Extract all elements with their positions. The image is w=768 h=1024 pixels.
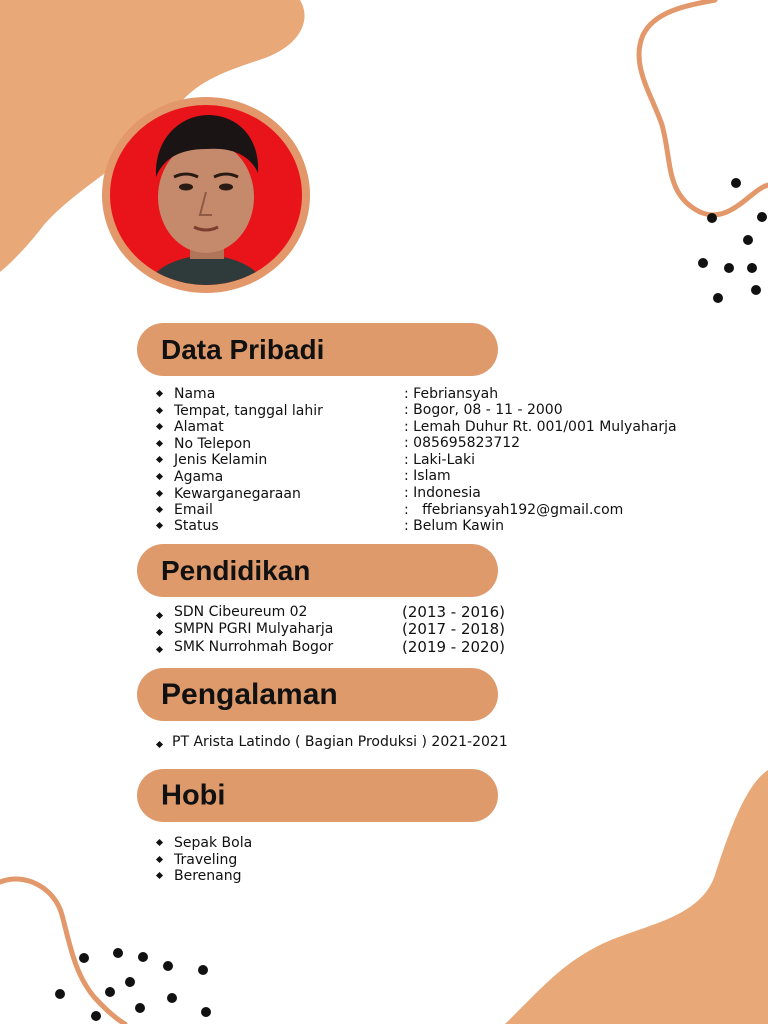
section-title: Data Pribadi — [161, 333, 325, 365]
field-value: : Bogor, 08 - 11 - 2000 — [404, 402, 563, 418]
bullet-icon — [156, 856, 163, 863]
experience-text: PT Arista Latindo ( Bagian Produksi ) 2021-2021 — [172, 734, 508, 750]
bullet-icon — [156, 646, 163, 653]
bullet-icon — [156, 839, 163, 846]
school-name: SMK Nurrohmah Bogor — [174, 639, 334, 655]
section-title: Pengalaman — [161, 677, 338, 711]
bullet-icon — [156, 473, 163, 480]
field-label: No Telepon — [174, 436, 252, 452]
hobby-text: Traveling — [174, 852, 238, 868]
bullet-icon — [156, 506, 163, 513]
bullet-icon — [156, 872, 163, 879]
field-label: Jenis Kelamin — [174, 452, 268, 468]
field-value: : ffebriansyah192@gmail.com — [404, 502, 624, 518]
field-value: : 085695823712 — [404, 435, 521, 451]
school-years: (2017 - 2018) — [402, 620, 506, 638]
section-header-data-pribadi — [137, 323, 498, 376]
field-label: Tempat, tanggal lahir — [174, 403, 323, 419]
bullet-icon — [156, 490, 163, 497]
field-value: : Laki-Laki — [404, 452, 475, 468]
field-value: : Belum Kawin — [404, 518, 504, 534]
field-label: Alamat — [174, 419, 224, 435]
field-value: : Febriansyah — [404, 386, 499, 402]
bullet-icon — [156, 522, 163, 529]
bottom-left-dots — [55, 948, 211, 1021]
school-years: (2013 - 2016) — [402, 603, 506, 621]
top-right-dots — [698, 178, 767, 303]
section-header-pendidikan — [137, 544, 498, 597]
bottom-left-squiggle — [0, 879, 125, 1024]
bullet-icon — [156, 440, 163, 447]
section-header-pengalaman — [137, 668, 498, 721]
field-value: : Indonesia — [404, 485, 481, 501]
bullet-icon — [156, 407, 163, 414]
field-label: Nama — [174, 386, 216, 402]
field-label: Email — [174, 502, 213, 518]
bullet-icon — [156, 612, 163, 619]
bullet-icon — [156, 423, 163, 430]
field-value: : Lemah Duhur Rt. 001/001 Mulyaharja — [404, 419, 677, 435]
section-title: Hobi — [161, 779, 226, 811]
section-title: Pendidikan — [161, 554, 311, 586]
bullet-icon — [156, 456, 163, 463]
bullet-icon — [156, 390, 163, 397]
bullet-icon — [156, 629, 163, 636]
school-name: SMPN PGRI Mulyaharja — [174, 621, 334, 637]
top-right-squiggle — [639, 0, 768, 215]
school-years: (2019 - 2020) — [402, 638, 506, 656]
person-portrait-icon — [102, 97, 310, 293]
field-label: Status — [174, 518, 219, 534]
section-header-hobi — [137, 769, 498, 822]
profile-photo — [102, 97, 310, 293]
field-label: Agama — [174, 469, 224, 485]
field-label: Kewarganegaraan — [174, 486, 301, 502]
bullet-icon — [156, 741, 163, 748]
hobby-text: Sepak Bola — [174, 835, 253, 851]
hobby-text: Berenang — [174, 868, 242, 884]
school-name: SDN Cibeureum 02 — [174, 604, 308, 620]
field-value: : Islam — [404, 468, 451, 484]
bottom-right-blob — [505, 770, 768, 1024]
